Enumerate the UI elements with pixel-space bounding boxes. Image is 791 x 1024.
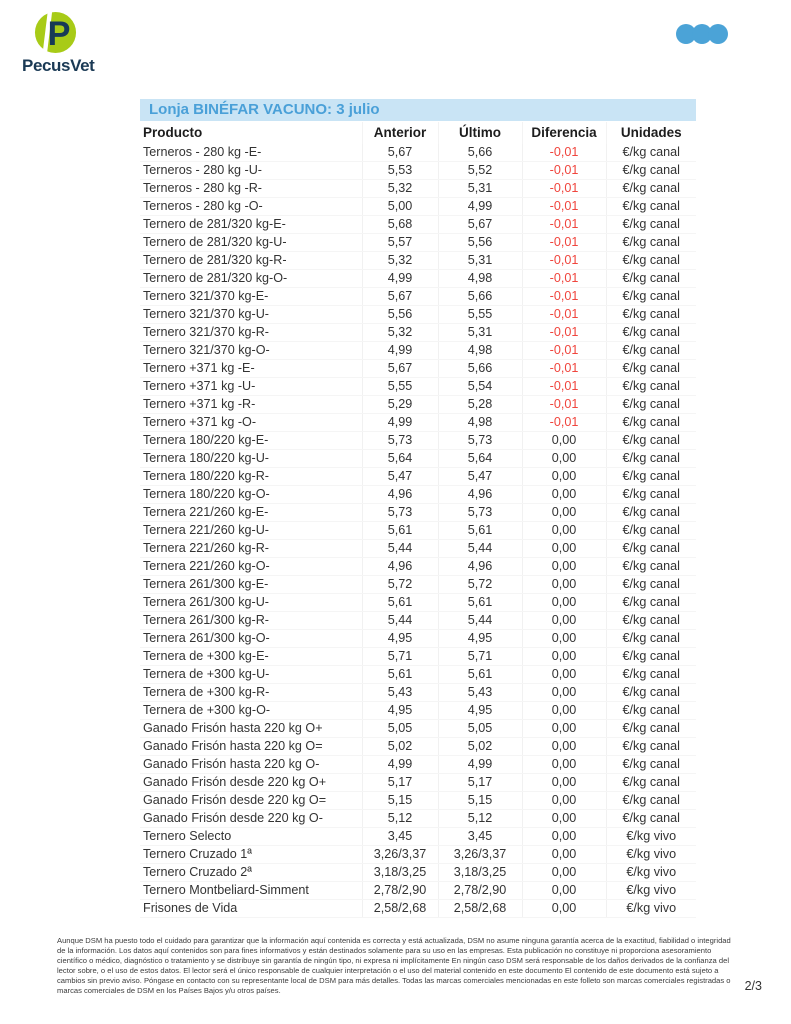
product-cell: Ternero Cruzado 1ª: [140, 846, 362, 864]
unidades-cell: €/kg canal: [606, 774, 696, 792]
unidades-cell: €/kg canal: [606, 612, 696, 630]
product-cell: Ternero +371 kg -R-: [140, 396, 362, 414]
anterior-cell: 5,68: [362, 216, 438, 234]
product-cell: Ternero de 281/320 kg-U-: [140, 234, 362, 252]
ultimo-cell: 4,96: [438, 486, 522, 504]
unidades-cell: €/kg canal: [606, 414, 696, 432]
diferencia-cell: -0,01: [522, 378, 606, 396]
unidades-cell: €/kg canal: [606, 342, 696, 360]
anterior-cell: 4,99: [362, 414, 438, 432]
ultimo-cell: 5,73: [438, 432, 522, 450]
unidades-cell: €/kg canal: [606, 684, 696, 702]
product-cell: Terneros - 280 kg -R-: [140, 180, 362, 198]
diferencia-cell: 0,00: [522, 486, 606, 504]
table-row: [140, 756, 696, 774]
table-row: [140, 558, 696, 576]
diferencia-cell: -0,01: [522, 144, 606, 162]
anterior-cell: 5,71: [362, 648, 438, 666]
unidades-cell: €/kg canal: [606, 810, 696, 828]
unidades-cell: €/kg canal: [606, 162, 696, 180]
anterior-cell: 5,73: [362, 432, 438, 450]
table-row: [140, 702, 696, 720]
anterior-cell: 5,73: [362, 504, 438, 522]
unidades-cell: €/kg canal: [606, 396, 696, 414]
table-row: [140, 162, 696, 180]
ultimo-cell: 3,45: [438, 828, 522, 846]
anterior-cell: 5,61: [362, 666, 438, 684]
product-cell: Terneros - 280 kg -U-: [140, 162, 362, 180]
ultimo-cell: 4,99: [438, 198, 522, 216]
ultimo-cell: 5,54: [438, 378, 522, 396]
diferencia-cell: -0,01: [522, 180, 606, 198]
unidades-cell: €/kg canal: [606, 792, 696, 810]
diferencia-cell: -0,01: [522, 216, 606, 234]
anterior-cell: 3,45: [362, 828, 438, 846]
ultimo-cell: 5,17: [438, 774, 522, 792]
product-cell: Ternero +371 kg -O-: [140, 414, 362, 432]
diferencia-cell: -0,01: [522, 396, 606, 414]
anterior-cell: 5,67: [362, 288, 438, 306]
product-cell: Ganado Frisón desde 220 kg O=: [140, 792, 362, 810]
product-cell: Ganado Frisón hasta 220 kg O=: [140, 738, 362, 756]
product-cell: Ternero 321/370 kg-E-: [140, 288, 362, 306]
unidades-cell: €/kg canal: [606, 270, 696, 288]
ultimo-cell: 4,96: [438, 558, 522, 576]
product-cell: Ganado Frisón desde 220 kg O+: [140, 774, 362, 792]
table-row: [140, 180, 696, 198]
product-cell: Ternero de 281/320 kg-E-: [140, 216, 362, 234]
unidades-cell: €/kg canal: [606, 216, 696, 234]
ultimo-cell: 3,18/3,25: [438, 864, 522, 882]
diferencia-cell: 0,00: [522, 756, 606, 774]
product-cell: Ternera de +300 kg-E-: [140, 648, 362, 666]
unidades-cell: €/kg canal: [606, 504, 696, 522]
unidades-cell: €/kg canal: [606, 198, 696, 216]
table-row: [140, 504, 696, 522]
product-cell: Ternero Montbeliard-Simment: [140, 882, 362, 900]
ultimo-cell: 5,44: [438, 612, 522, 630]
unidades-cell: €/kg canal: [606, 450, 696, 468]
product-cell: Terneros - 280 kg -O-: [140, 198, 362, 216]
three-dots-decoration: [680, 24, 728, 44]
anterior-cell: 2,58/2,68: [362, 900, 438, 918]
product-cell: Ternero de 281/320 kg-R-: [140, 252, 362, 270]
table-row: [140, 684, 696, 702]
dot-icon: [708, 24, 728, 44]
unidades-cell: €/kg canal: [606, 378, 696, 396]
diferencia-cell: 0,00: [522, 684, 606, 702]
table-header-row: [140, 122, 696, 144]
brand-name: PecusVet: [22, 56, 95, 75]
diferencia-cell: -0,01: [522, 234, 606, 252]
anterior-cell: 5,02: [362, 738, 438, 756]
product-cell: Ganado Frisón desde 220 kg O-: [140, 810, 362, 828]
product-cell: Ternera de +300 kg-O-: [140, 702, 362, 720]
table-row: [140, 198, 696, 216]
diferencia-cell: 0,00: [522, 504, 606, 522]
anterior-cell: 5,17: [362, 774, 438, 792]
ultimo-cell: 5,52: [438, 162, 522, 180]
product-cell: Frisones de Vida: [140, 900, 362, 918]
ultimo-cell: 5,71: [438, 648, 522, 666]
unidades-cell: €/kg vivo: [606, 846, 696, 864]
diferencia-cell: -0,01: [522, 288, 606, 306]
ultimo-cell: 2,58/2,68: [438, 900, 522, 918]
diferencia-cell: -0,01: [522, 342, 606, 360]
unidades-cell: €/kg canal: [606, 576, 696, 594]
unidades-cell: €/kg canal: [606, 720, 696, 738]
table-row: [140, 612, 696, 630]
product-cell: Ganado Frisón hasta 220 kg O-: [140, 756, 362, 774]
diferencia-cell: -0,01: [522, 270, 606, 288]
column-header-unidades: Unidades: [606, 122, 696, 144]
table-row: [140, 900, 696, 918]
diferencia-cell: 0,00: [522, 720, 606, 738]
diferencia-cell: 0,00: [522, 864, 606, 882]
anterior-cell: 4,99: [362, 270, 438, 288]
product-cell: Ternera 180/220 kg-U-: [140, 450, 362, 468]
table-row: [140, 486, 696, 504]
table-row: [140, 360, 696, 378]
anterior-cell: 4,95: [362, 702, 438, 720]
unidades-cell: €/kg canal: [606, 144, 696, 162]
ultimo-cell: 5,61: [438, 522, 522, 540]
unidades-cell: €/kg canal: [606, 594, 696, 612]
diferencia-cell: 0,00: [522, 792, 606, 810]
table-row: [140, 720, 696, 738]
product-cell: Ternera 180/220 kg-E-: [140, 432, 362, 450]
diferencia-cell: 0,00: [522, 468, 606, 486]
unidades-cell: €/kg vivo: [606, 882, 696, 900]
ultimo-cell: 5,02: [438, 738, 522, 756]
unidades-cell: €/kg vivo: [606, 864, 696, 882]
anterior-cell: 5,44: [362, 540, 438, 558]
product-cell: Ternero +371 kg -U-: [140, 378, 362, 396]
product-cell: Ternera 221/260 kg-O-: [140, 558, 362, 576]
diferencia-cell: -0,01: [522, 198, 606, 216]
table-row: [140, 216, 696, 234]
ultimo-cell: 4,98: [438, 342, 522, 360]
ultimo-cell: 5,67: [438, 216, 522, 234]
anterior-cell: 5,72: [362, 576, 438, 594]
diferencia-cell: 0,00: [522, 828, 606, 846]
anterior-cell: 4,96: [362, 486, 438, 504]
unidades-cell: €/kg canal: [606, 432, 696, 450]
anterior-cell: 5,57: [362, 234, 438, 252]
unidades-cell: €/kg canal: [606, 486, 696, 504]
diferencia-cell: 0,00: [522, 612, 606, 630]
diferencia-cell: -0,01: [522, 306, 606, 324]
anterior-cell: 5,32: [362, 252, 438, 270]
anterior-cell: 5,00: [362, 198, 438, 216]
ultimo-cell: 5,31: [438, 324, 522, 342]
table-row: [140, 414, 696, 432]
pecusvet-logo-icon: [33, 10, 78, 55]
ultimo-cell: 5,56: [438, 234, 522, 252]
product-cell: Ternero +371 kg -E-: [140, 360, 362, 378]
unidades-cell: €/kg canal: [606, 666, 696, 684]
table-row: [140, 342, 696, 360]
table-row: [140, 396, 696, 414]
table-row: [140, 594, 696, 612]
diferencia-cell: -0,01: [522, 162, 606, 180]
page-number: 2/3: [744, 979, 762, 993]
diferencia-cell: -0,01: [522, 414, 606, 432]
diferencia-cell: 0,00: [522, 810, 606, 828]
product-cell: Ternero Selecto: [140, 828, 362, 846]
unidades-cell: €/kg canal: [606, 180, 696, 198]
product-cell: Ternera 221/260 kg-U-: [140, 522, 362, 540]
ultimo-cell: 5,61: [438, 666, 522, 684]
unidades-cell: €/kg canal: [606, 324, 696, 342]
ultimo-cell: 5,12: [438, 810, 522, 828]
ultimo-cell: 5,66: [438, 144, 522, 162]
diferencia-cell: 0,00: [522, 558, 606, 576]
ultimo-cell: 5,61: [438, 594, 522, 612]
product-cell: Ternera 221/260 kg-R-: [140, 540, 362, 558]
diferencia-cell: 0,00: [522, 666, 606, 684]
ultimo-cell: 5,05: [438, 720, 522, 738]
table-row: [140, 432, 696, 450]
anterior-cell: 5,55: [362, 378, 438, 396]
product-cell: Ternera 261/300 kg-R-: [140, 612, 362, 630]
product-cell: Ternera 261/300 kg-U-: [140, 594, 362, 612]
unidades-cell: €/kg canal: [606, 234, 696, 252]
anterior-cell: 5,29: [362, 396, 438, 414]
table-row: [140, 648, 696, 666]
diferencia-cell: 0,00: [522, 576, 606, 594]
anterior-cell: 5,56: [362, 306, 438, 324]
diferencia-cell: 0,00: [522, 882, 606, 900]
diferencia-cell: 0,00: [522, 630, 606, 648]
table-row: [140, 630, 696, 648]
diferencia-cell: -0,01: [522, 324, 606, 342]
anterior-cell: 2,78/2,90: [362, 882, 438, 900]
anterior-cell: 4,99: [362, 756, 438, 774]
report-sheet: [140, 99, 696, 918]
ultimo-cell: 3,26/3,37: [438, 846, 522, 864]
ultimo-cell: 5,31: [438, 180, 522, 198]
anterior-cell: 4,96: [362, 558, 438, 576]
anterior-cell: 5,67: [362, 360, 438, 378]
table-row: [140, 792, 696, 810]
unidades-cell: €/kg canal: [606, 648, 696, 666]
product-cell: Ternera 261/300 kg-E-: [140, 576, 362, 594]
product-cell: Ganado Frisón hasta 220 kg O+: [140, 720, 362, 738]
anterior-cell: 5,67: [362, 144, 438, 162]
ultimo-cell: 5,73: [438, 504, 522, 522]
column-header-ultimo: Último: [438, 122, 522, 144]
ultimo-cell: 5,66: [438, 288, 522, 306]
price-table: [140, 122, 696, 918]
product-cell: Ternera 261/300 kg-O-: [140, 630, 362, 648]
unidades-cell: €/kg canal: [606, 288, 696, 306]
ultimo-cell: 5,43: [438, 684, 522, 702]
anterior-cell: 5,44: [362, 612, 438, 630]
product-cell: Ternera 180/220 kg-O-: [140, 486, 362, 504]
table-row: [140, 846, 696, 864]
product-cell: Ternero 321/370 kg-R-: [140, 324, 362, 342]
anterior-cell: 5,12: [362, 810, 438, 828]
product-cell: Ternero 321/370 kg-O-: [140, 342, 362, 360]
ultimo-cell: 4,95: [438, 630, 522, 648]
table-row: [140, 468, 696, 486]
column-header-anterior: Anterior: [362, 122, 438, 144]
report-title: Lonja BINÉFAR VACUNO: 3 julio: [140, 99, 696, 121]
ultimo-cell: 5,15: [438, 792, 522, 810]
table-row: [140, 738, 696, 756]
ultimo-cell: 5,66: [438, 360, 522, 378]
anterior-cell: 5,32: [362, 180, 438, 198]
unidades-cell: €/kg canal: [606, 252, 696, 270]
diferencia-cell: -0,01: [522, 360, 606, 378]
table-row: [140, 810, 696, 828]
table-row: [140, 306, 696, 324]
table-row: [140, 666, 696, 684]
product-cell: Ternero Cruzado 2ª: [140, 864, 362, 882]
column-header-producto: Producto: [143, 125, 203, 140]
table-row: [140, 828, 696, 846]
diferencia-cell: 0,00: [522, 774, 606, 792]
anterior-cell: 4,95: [362, 630, 438, 648]
unidades-cell: €/kg canal: [606, 630, 696, 648]
column-header-diferencia: Diferencia: [522, 122, 606, 144]
table-row: [140, 522, 696, 540]
product-cell: Terneros - 280 kg -E-: [140, 144, 362, 162]
diferencia-cell: 0,00: [522, 594, 606, 612]
ultimo-cell: 5,28: [438, 396, 522, 414]
unidades-cell: €/kg canal: [606, 558, 696, 576]
diferencia-cell: 0,00: [522, 522, 606, 540]
price-table-body: [140, 144, 696, 918]
product-cell: Ternero de 281/320 kg-O-: [140, 270, 362, 288]
table-row: [140, 144, 696, 162]
unidades-cell: €/kg canal: [606, 306, 696, 324]
anterior-cell: 3,18/3,25: [362, 864, 438, 882]
unidades-cell: €/kg canal: [606, 522, 696, 540]
anterior-cell: 5,64: [362, 450, 438, 468]
anterior-cell: 5,47: [362, 468, 438, 486]
diferencia-cell: 0,00: [522, 450, 606, 468]
product-cell: Ternero 321/370 kg-U-: [140, 306, 362, 324]
diferencia-cell: 0,00: [522, 702, 606, 720]
unidades-cell: €/kg vivo: [606, 828, 696, 846]
diferencia-cell: 0,00: [522, 900, 606, 918]
unidades-cell: €/kg canal: [606, 360, 696, 378]
diferencia-cell: -0,01: [522, 252, 606, 270]
diferencia-cell: 0,00: [522, 432, 606, 450]
anterior-cell: 5,32: [362, 324, 438, 342]
ultimo-cell: 5,31: [438, 252, 522, 270]
table-row: [140, 252, 696, 270]
ultimo-cell: 5,64: [438, 450, 522, 468]
ultimo-cell: 5,44: [438, 540, 522, 558]
ultimo-cell: 4,95: [438, 702, 522, 720]
table-row: [140, 288, 696, 306]
ultimo-cell: 4,99: [438, 756, 522, 774]
table-row: [140, 378, 696, 396]
svg-text:P: P: [47, 15, 71, 54]
product-cell: Ternera 221/260 kg-E-: [140, 504, 362, 522]
unidades-cell: €/kg canal: [606, 756, 696, 774]
table-row: [140, 864, 696, 882]
unidades-cell: €/kg canal: [606, 702, 696, 720]
unidades-cell: €/kg vivo: [606, 900, 696, 918]
pecusvet-logo: [22, 10, 94, 76]
anterior-cell: 4,99: [362, 342, 438, 360]
table-row: [140, 774, 696, 792]
unidades-cell: €/kg canal: [606, 540, 696, 558]
ultimo-cell: 2,78/2,90: [438, 882, 522, 900]
ultimo-cell: 5,55: [438, 306, 522, 324]
table-row: [140, 270, 696, 288]
product-cell: Ternera 180/220 kg-R-: [140, 468, 362, 486]
table-row: [140, 540, 696, 558]
footer-disclaimer: Aunque DSM ha puesto todo el cuidado para garantizar que la información aquí contenida es correcta y está actualizada, DSM no asume ninguna garantía acerca de la exactitud, fiabilidad o integridad de la información. Los datos aquí contenidos son para fines informativos y están destinados solamente para su uso en las empresas. Esta publicación no constituye ni proporciona asesoramiento científico o médico, diagnóstico o tratamiento y se distribuye sin garantía de ningún tipo, ni expresa ni implícitamente En ningún caso DSM será responsable de los daños derivados de la confianza del lector sobre, o el uso de estos datos. El lector será el único responsable de cualquier interpretación o el uso del material contenido en este documento El contenido de este documento está sujeto a cambios sin previo aviso. Póngase en contacto con su representante local de DSM para más detalles. Todas las marcas comerciales mencionadas en este folleto son marcas comerciales registradas o marcas comerciales de DSM en los Países Bajos y/u otros países.: [57, 936, 731, 996]
anterior-cell: 5,61: [362, 522, 438, 540]
product-cell: Ternera de +300 kg-U-: [140, 666, 362, 684]
anterior-cell: 5,05: [362, 720, 438, 738]
table-row: [140, 882, 696, 900]
table-row: [140, 576, 696, 594]
anterior-cell: 5,43: [362, 684, 438, 702]
anterior-cell: 5,61: [362, 594, 438, 612]
table-row: [140, 450, 696, 468]
table-row: [140, 324, 696, 342]
diferencia-cell: 0,00: [522, 540, 606, 558]
diferencia-cell: 0,00: [522, 648, 606, 666]
ultimo-cell: 5,72: [438, 576, 522, 594]
ultimo-cell: 5,47: [438, 468, 522, 486]
product-cell: Ternera de +300 kg-R-: [140, 684, 362, 702]
ultimo-cell: 4,98: [438, 414, 522, 432]
diferencia-cell: 0,00: [522, 846, 606, 864]
anterior-cell: 5,15: [362, 792, 438, 810]
table-row: [140, 234, 696, 252]
ultimo-cell: 4,98: [438, 270, 522, 288]
unidades-cell: €/kg canal: [606, 738, 696, 756]
anterior-cell: 5,53: [362, 162, 438, 180]
unidades-cell: €/kg canal: [606, 468, 696, 486]
anterior-cell: 3,26/3,37: [362, 846, 438, 864]
diferencia-cell: 0,00: [522, 738, 606, 756]
